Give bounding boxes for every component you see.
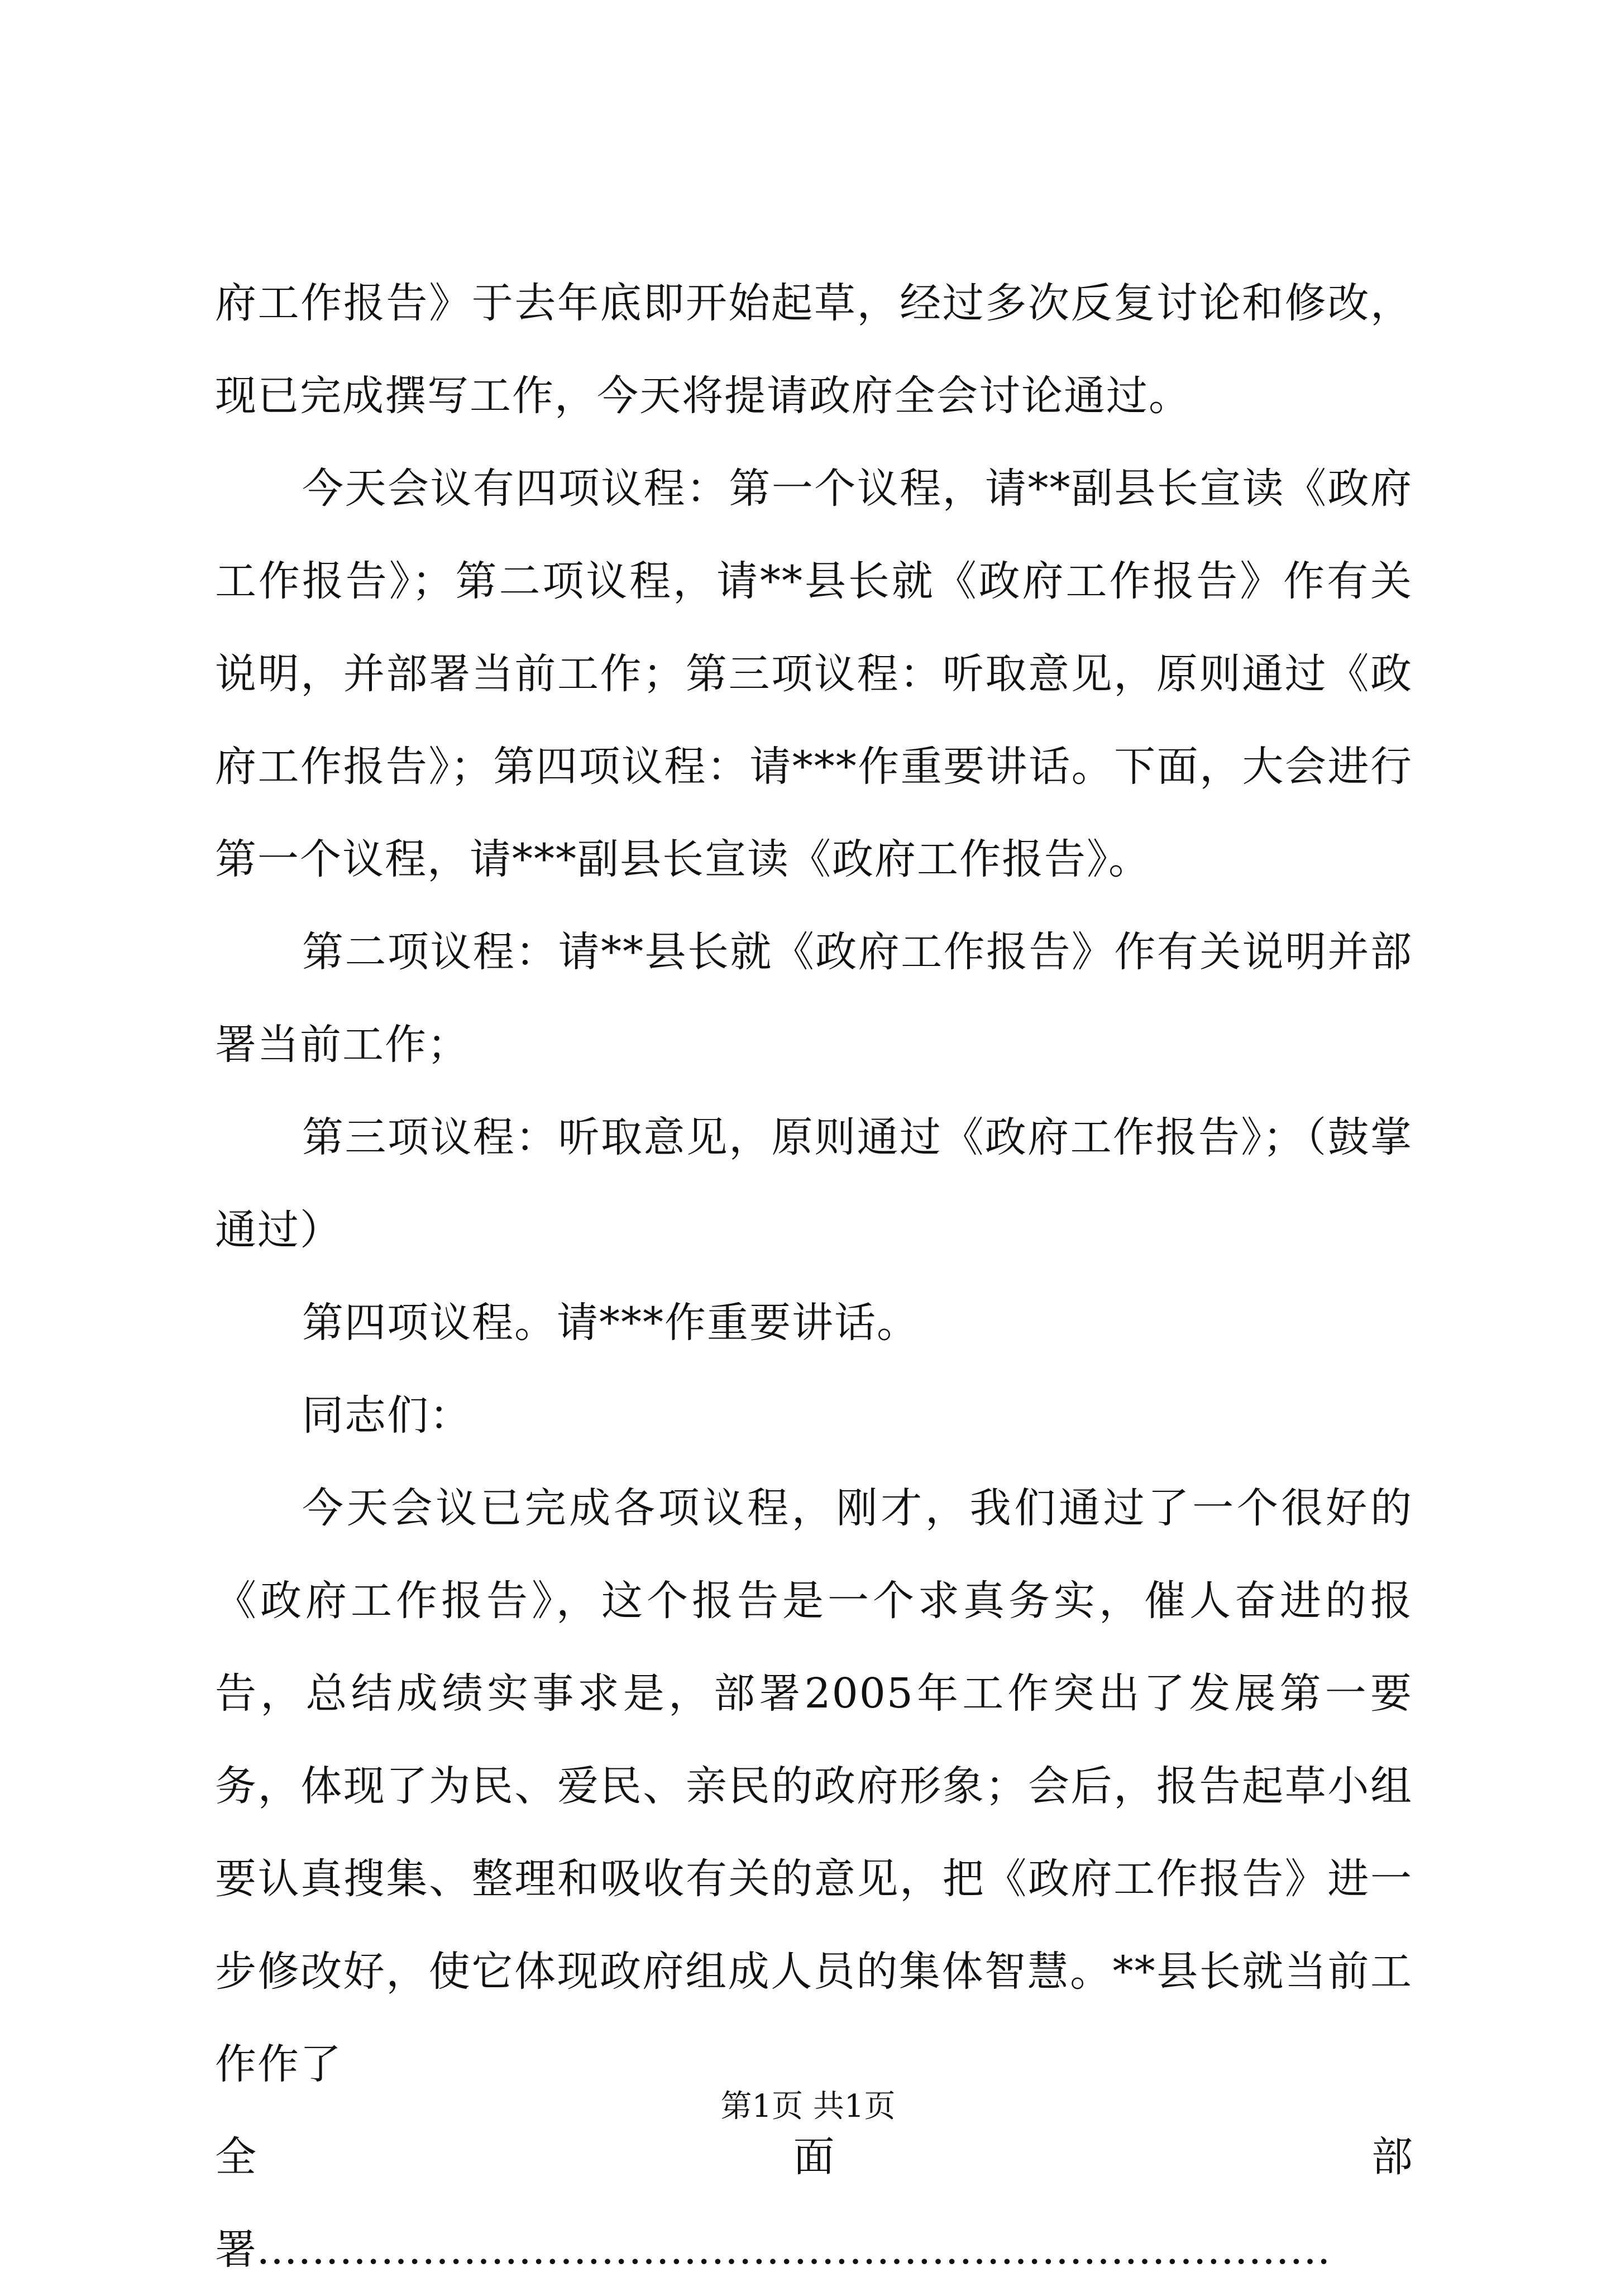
paragraph-agenda-item-4: 第四项议程。请***作重要讲话。 (302, 1299, 919, 1347)
paragraph-agenda-overview: 今天会议有四项议程：第一个议程，请**副县长宣读《政府工作报告》；第二项议程，请**县长就《政府工作报告》作有关说明，并部署当前工作；第三项议程：听取意见，原则通过《政府工作报告》；第四项议程：请***作重要讲话。下面，大会进行第一个议程，请***副县长宣读《政府工作报告》。 (215, 465, 1413, 883)
spread-char: 部 (1371, 2133, 1413, 2181)
paragraph-agenda-item-2: 第二项议程：请**县长就《政府工作报告》作有关说明并部署当前工作； (215, 928, 1413, 1069)
spread-char: 全 (215, 2133, 256, 2181)
ellipsis-line (215, 2203, 1413, 2296)
paragraph-continuation: 府工作报告》于去年底即开始起草，经过多次反复讨论和修改，现已完成撰写工作，今天将提请政府全会讨论通过。 (215, 279, 1413, 420)
page-footer: 第1页 共1页 (720, 2088, 896, 2125)
spread-char: 面 (793, 2133, 835, 2181)
paragraph-agenda-item-3: 第三项议程：听取意见，原则通过《政府工作报告》；（鼓掌通过） (215, 1113, 1413, 1254)
paragraph-closing-remarks: 今天会议已完成各项议程，刚才，我们通过了一个很好的《政府工作报告》，这个报告是一个求真务实，催人奋进的报告，总结成绩实事求是，部署2005年工作突出了发展第一要务，体现了为民、爱民、亲民的政府形象；会后，报告起草小组要认真搜集、整理和吸收有关的意见，把《政府工作报告》进一步修改好，使它体现政府组成人员的集体智慧。**县长就当前工作作了 (215, 1484, 1413, 2088)
ellipsis-lead-char: 署 (215, 2226, 256, 2274)
paragraph-salutation: 同志们： (302, 1391, 472, 1439)
ellipsis-dots: …………………………………………………………………… (256, 2226, 1331, 2274)
document-body (215, 257, 1413, 2296)
